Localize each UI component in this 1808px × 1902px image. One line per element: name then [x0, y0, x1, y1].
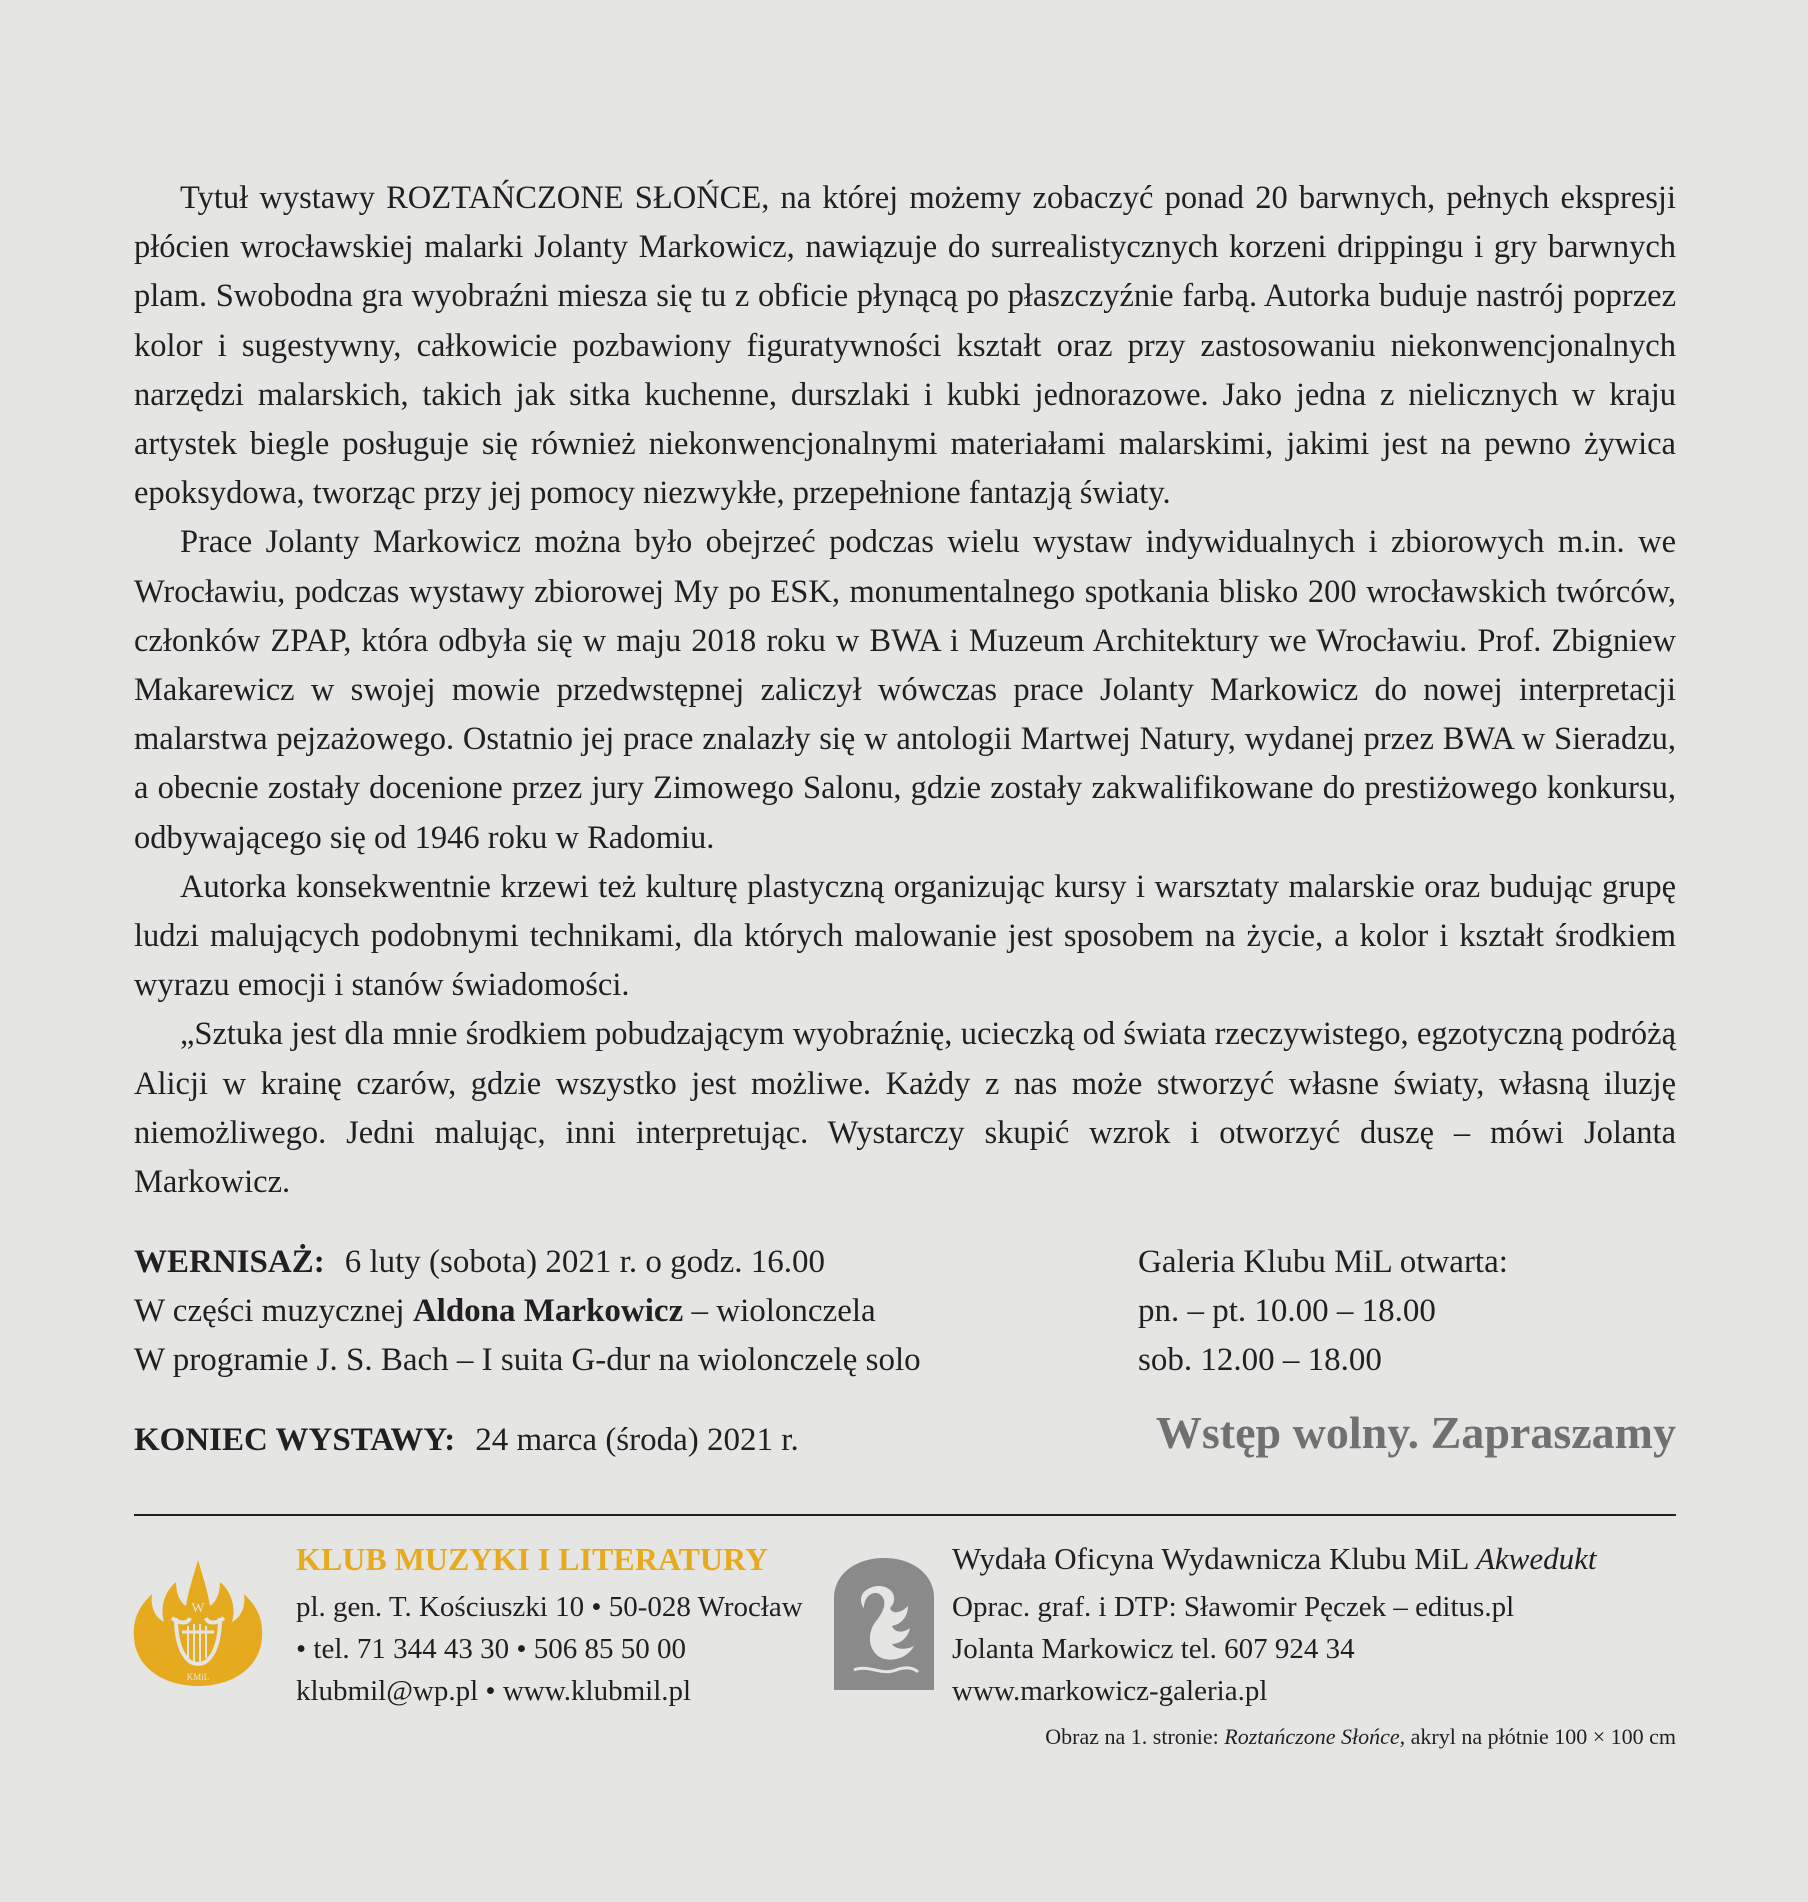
- club-name: KLUB MUZYKI I LITERATURY: [296, 1541, 769, 1577]
- article-paragraph-3: Autorka konsekwentnie krzewi też kulturę plastyczną organizując kursy i warsztaty malarskie oraz budując grupę ludzi malujących podobnymi technikami, dla których malowanie jest sposobem na życie, a kolor i kształt środkiem wyrazu emocji i stanów świadomości.: [134, 868, 1676, 1004]
- caption-title: Roztańczone Słońce: [1224, 1724, 1400, 1749]
- article-paragraph-2: Prace Jolanty Markowicz można było obejrzeć podczas wielu wystaw indywidualnych i zbiorowych m.in. we Wrocławiu, podczas wystawy zbiorowej My po ESK, monumentalnego spotkania blisko 200 wrocławskich twórców, członków ZPAP, która odbyła się w maju 2018 roku w BWA i Muzeum Architektury we Wrocławiu. Prof. Zbigniew Makarewicz w swojej mowie przedwstępnej zaliczył wówczas prace Jolanty Markowicz do nowej interpretacji malarstwa pejzażowego. Ostatnio jej prace znalazły się w antologii Martwej Natury, wydanej przez BWA w Sieradzu, a obecnie zostały docenione przez jury Zimowego Salonu, gdzie zostały zakwalifikowane do prestiżowego konkursu, odbywającego się od 1946 roku w Radomiu.: [134, 524, 1676, 856]
- swan-icon: [834, 1558, 934, 1690]
- article-body: [134, 174, 1676, 1207]
- caption-prefix: Obraz na 1. stronie:: [1045, 1724, 1219, 1749]
- divider: [134, 1514, 1676, 1516]
- event-info: [134, 1238, 921, 1385]
- publisher-design: Oprac. graf. i DTP: Sławomir Pęczek – editus.pl: [952, 1591, 1515, 1623]
- publisher-imprint: Akwedukt: [1475, 1541, 1597, 1576]
- lyre-flame-icon: [130, 1558, 266, 1690]
- opening-hours: [1138, 1238, 1508, 1385]
- club-address: pl. gen. T. Kościuszki 10 • 50-028 Wrocław: [296, 1591, 803, 1623]
- vernissage-label: WERNISAŻ:: [134, 1244, 325, 1280]
- end-label: KONIEC WYSTAWY:: [134, 1422, 456, 1458]
- caption-suffix: , akryl na płótnie 100 × 100 cm: [1399, 1724, 1676, 1749]
- article-paragraph-4: „Sztuka jest dla mnie środkiem pobudzającym wyobraźnię, ucieczką od świata rzeczywistego, egzotyczną podróżą Alicji w krainę czarów, gdzie wszystko jest możliwe. Każdy z nas może stworzyć własne światy, własną iluzję niemożliwego. Jedni malując, inni interpretując. Wystarczy skupić wzrok i otworzyć duszę – mówi Jolanta Markowicz.: [134, 1016, 1676, 1201]
- artist-contact: Jolanta Markowicz tel. 607 924 34: [952, 1633, 1355, 1665]
- artist-website: www.markowicz-galeria.pl: [952, 1675, 1268, 1707]
- vernissage-date: 6 luty (sobota) 2021 r. o godz. 16.00: [344, 1244, 825, 1280]
- publisher-block: [952, 1538, 1596, 1712]
- music-prefix: W części muzycznej: [134, 1293, 405, 1329]
- club-phones: • tel. 71 344 43 30 • 506 85 50 00: [296, 1633, 687, 1665]
- club-contact: klubmil@wp.pl • www.klubmil.pl: [296, 1675, 692, 1707]
- hours-saturday: sob. 12.00 – 18.00: [1138, 1342, 1382, 1378]
- program-row: W programie J. S. Bach – I suita G-dur na wiolonczelę solo: [134, 1342, 921, 1378]
- end-date: 24 marca (środa) 2021 r.: [475, 1422, 799, 1458]
- hours-weekdays: pn. – pt. 10.00 – 18.00: [1138, 1293, 1436, 1329]
- cover-caption: [1045, 1724, 1676, 1750]
- club-logo-shape: [134, 1560, 262, 1686]
- publisher-lead: Wydała Oficyna Wydawnicza Klubu MiL: [952, 1541, 1469, 1576]
- vernissage-row: [134, 1238, 921, 1287]
- music-instrument: – wiolonczela: [691, 1293, 876, 1329]
- publisher-line: [952, 1538, 1596, 1580]
- entry-note: Wstęp wolny. Zapraszamy: [1155, 1407, 1676, 1458]
- exhibition-end: [134, 1416, 799, 1465]
- club-logo-text: KMiL: [186, 1672, 210, 1682]
- music-performer: Aldona Markowicz: [412, 1293, 684, 1329]
- club-block: [296, 1538, 803, 1712]
- club-logo-letter: W: [191, 1601, 205, 1616]
- article-paragraph-1: Tytuł wystawy ROZTAŃCZONE SŁOŃCE, na której możemy zobaczyć ponad 20 barwnych, pełnych ekspresji płócien wrocławskiej malarki Jolanty Markowicz, nawiązuje do surrealistycznych korzeni drippingu i gry barwnych plam. Swobodna gra wyobraźni miesza się tu z obficie płynącą po płaszczyźnie farbą. Autorka buduje nastrój poprzez kolor i sugestywny, całkowicie pozbawiony figuratywności kształt oraz przy zastosowaniu niekonwencjonalnych narzędzi malarskich, takich jak sitka kuchenne, durszlaki i kubki jednorazowe. Jako jedna z nielicznych w kraju artystek biegle posługuje się również niekonwencjonalnymi materiałami malarskimi, jakimi jest na pewno żywica epoksydowa, tworząc przy jej pomocy niezwykłe, przepełnione fantazją światy.: [134, 180, 1676, 512]
- music-row: [134, 1287, 921, 1336]
- hours-title: Galeria Klubu MiL otwarta:: [1138, 1244, 1508, 1280]
